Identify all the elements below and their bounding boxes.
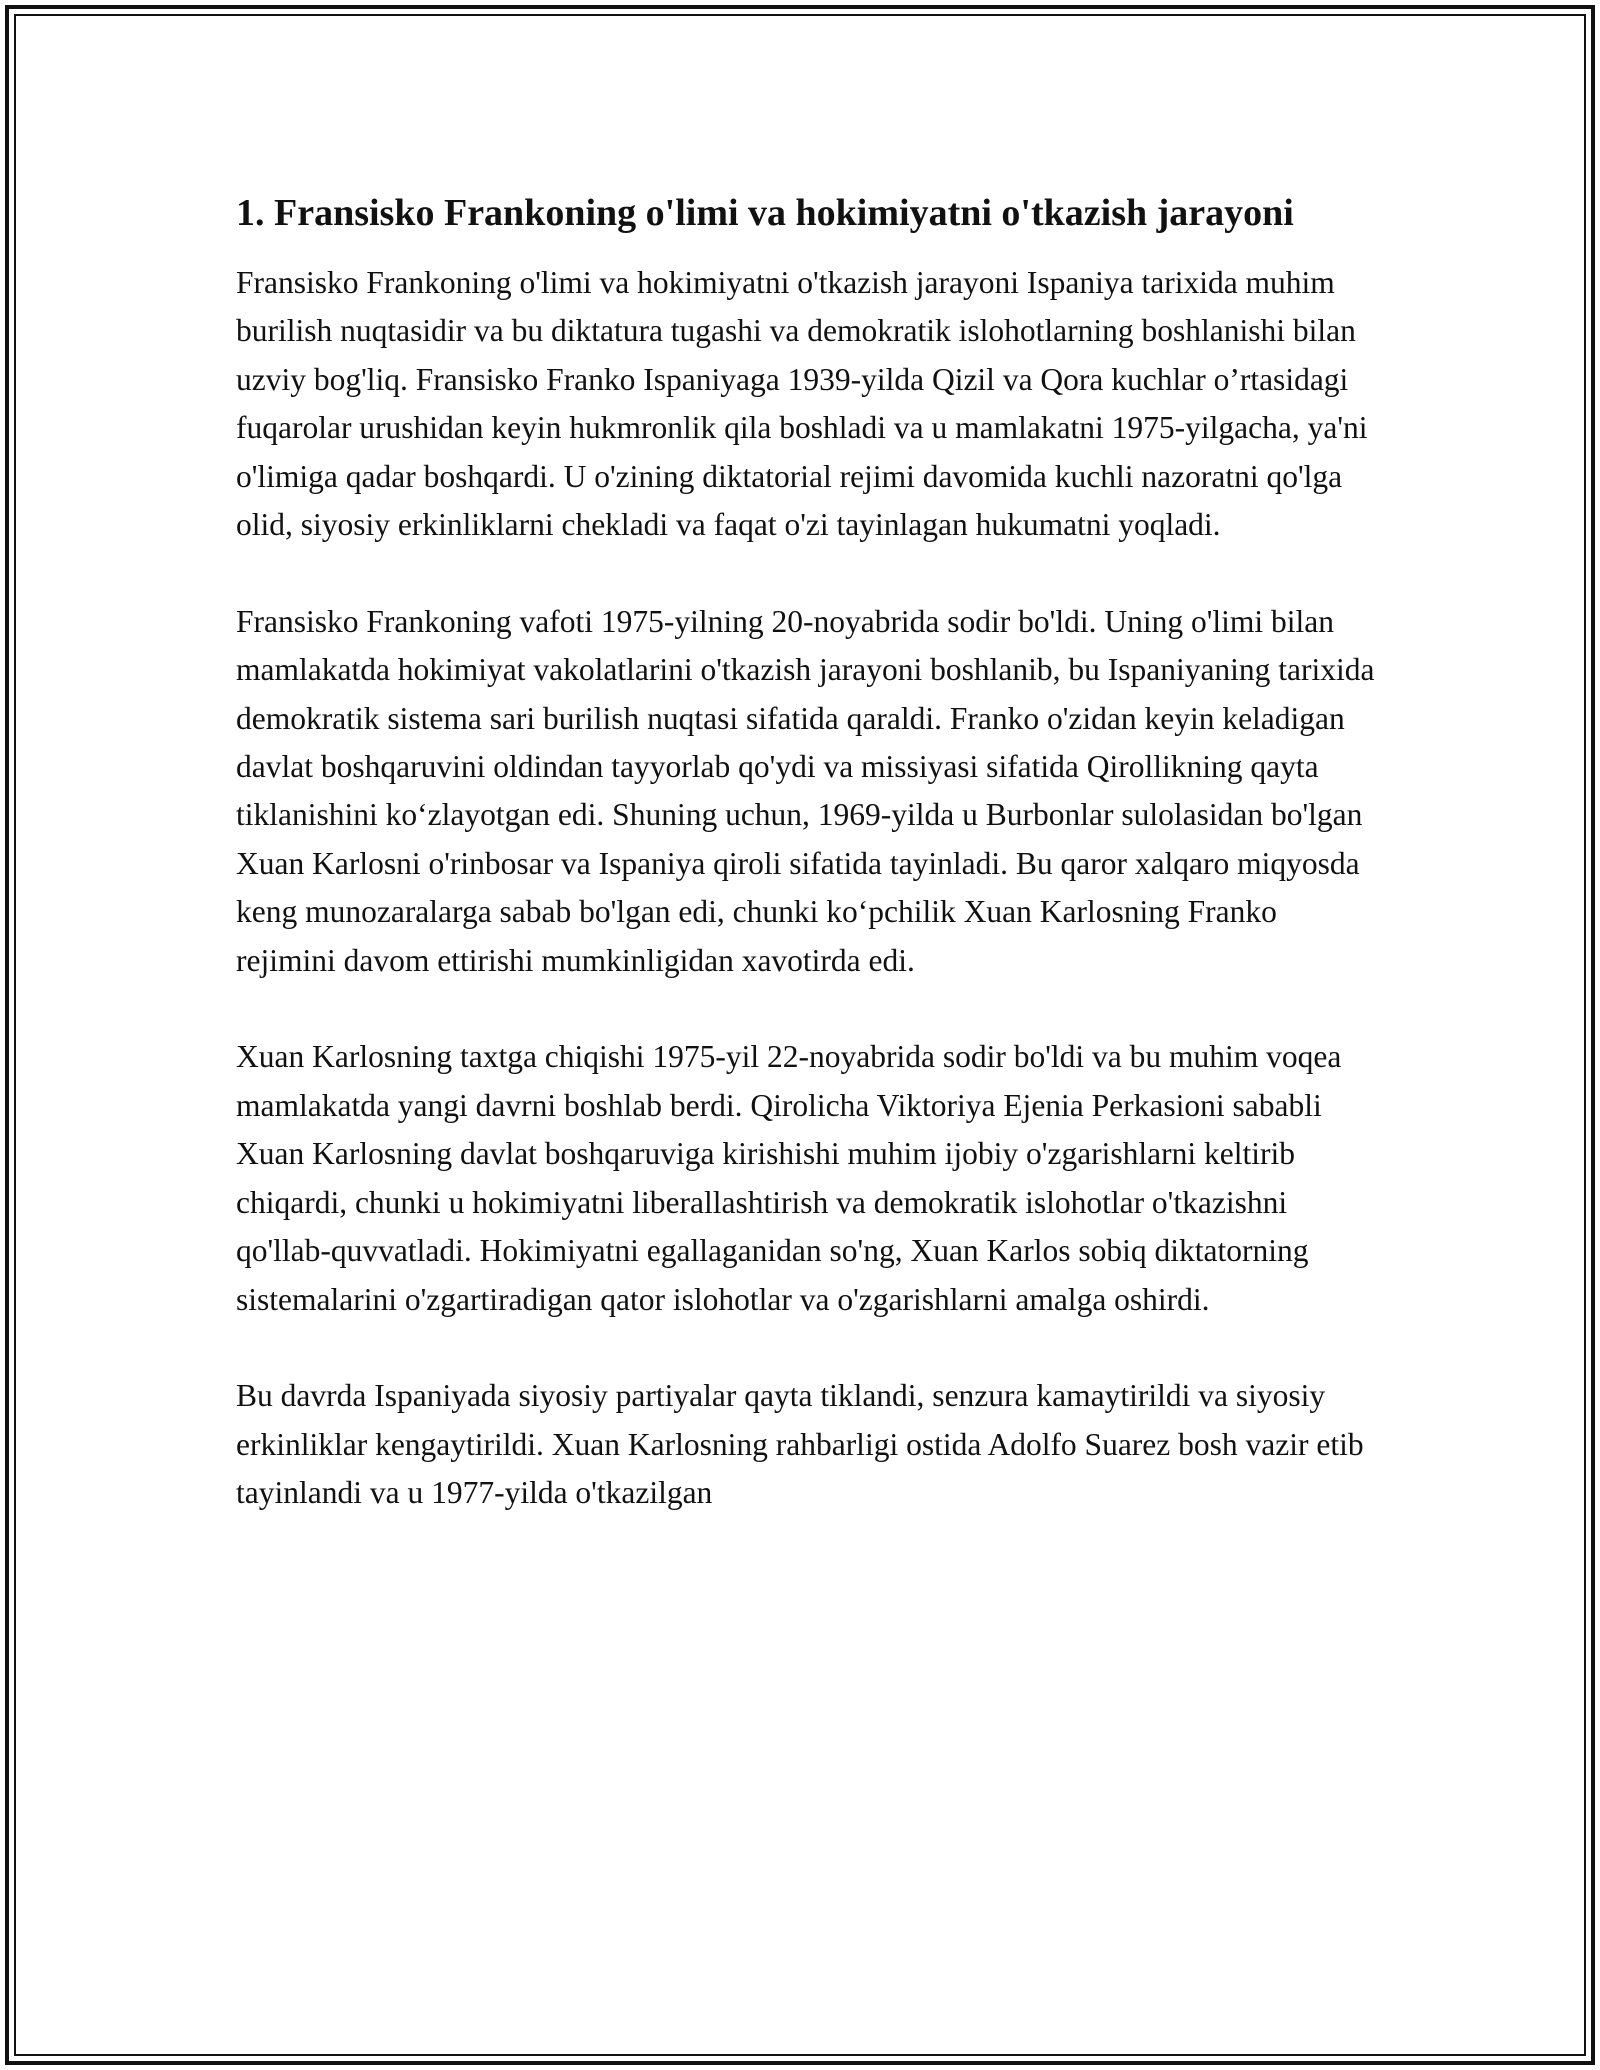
paragraph-4: Bu davrda Ispaniyada siyosiy partiyalar qayta tiklandi, senzura kamaytirildi va siyosiy erkinliklar kengaytirildi. Xuan Karlosning rahbarligi ostida Adolfo Suarez bosh vazir etib tayinlandi va u 1977-yilda o'tkazilgan [236, 1378, 1364, 1511]
section-heading: 1. Fransisko Frankoning o'limi va hokimiyatni o'tkazish jarayoni [236, 192, 1294, 234]
paragraph-2: Fransisko Frankoning vafoti 1975-yilning 20-noyabrida sodir bo'ldi. Uning o'limi bilan mamlakatda hokimiyat vakolatlarini o'tkazish jarayoni boshlanib, bu Ispaniyaning tarixida demokratik sistema sari burilish nuqtasi sifatida qaraldi. Franko o'zidan keyin keladigan davlat boshqaruvini oldindan tayyorlab qo'ydi va missiyasi sifatida Qirollikning qayta tiklanishini ko‘zlayotgan edi. Shuning uchun, 1969-yilda u Burbonlar sulolasidan bo'lgan Xuan Karlosni o'rinbosar va Ispaniya qiroli sifatida tayinladi. Bu qaror xalqaro miqyosda keng munozaralarga sabab bo'lgan edi, chunki ko‘pchilik Xuan Karlosning Franko rejimini davom ettirishi mumkinligidan xavotirda edi. [236, 603, 1375, 978]
paragraph-1: Fransisko Frankoning o'limi va hokimiyatni o'tkazish jarayoni Ispaniya tarixida muhim burilish nuqtasidir va bu diktatura tugashi va demokratik islohotlarning boshlanishi bilan uzviy bog'liq. Fransisko Franko Ispaniyaga 1939-yilda Qizil va Qora kuchlar o’rtasidagi fuqarolar urushidan keyin hukmronlik qila boshladi va u mamlakatni 1975-yilgacha, ya'ni o'limiga qadar boshqardi. U o'zining diktatorial rejimi davomida kuchli nazoratni qo'lga olid, siyosiy erkinliklarni chekladi va faqat o'zi tayinlagan hukumatni yoqladi. [236, 265, 1368, 543]
document-body [236, 186, 1386, 1566]
paragraph-3: Xuan Karlosning taxtga chiqishi 1975-yil 22-noyabrida sodir bo'ldi va bu muhim voqea mamlakatda yangi davrni boshlab berdi. Qirolicha Viktoriya Ejenia Perkasioni sababli Xuan Karlosning davlat boshqaruviga kirishishi muhim ijobiy o'zgarishlarni keltirib chiqardi, chunki u hokimiyatni liberallashtirish va demokratik islohotlar o'tkazishni qo'llab-quvvatladi. Hokimiyatni egallaganidan so'ng, Xuan Karlos sobiq diktatorning sistemalarini o'zgartiradigan qator islohotlar va o'zgarishlarni amalga oshirdi. [236, 1039, 1342, 1317]
